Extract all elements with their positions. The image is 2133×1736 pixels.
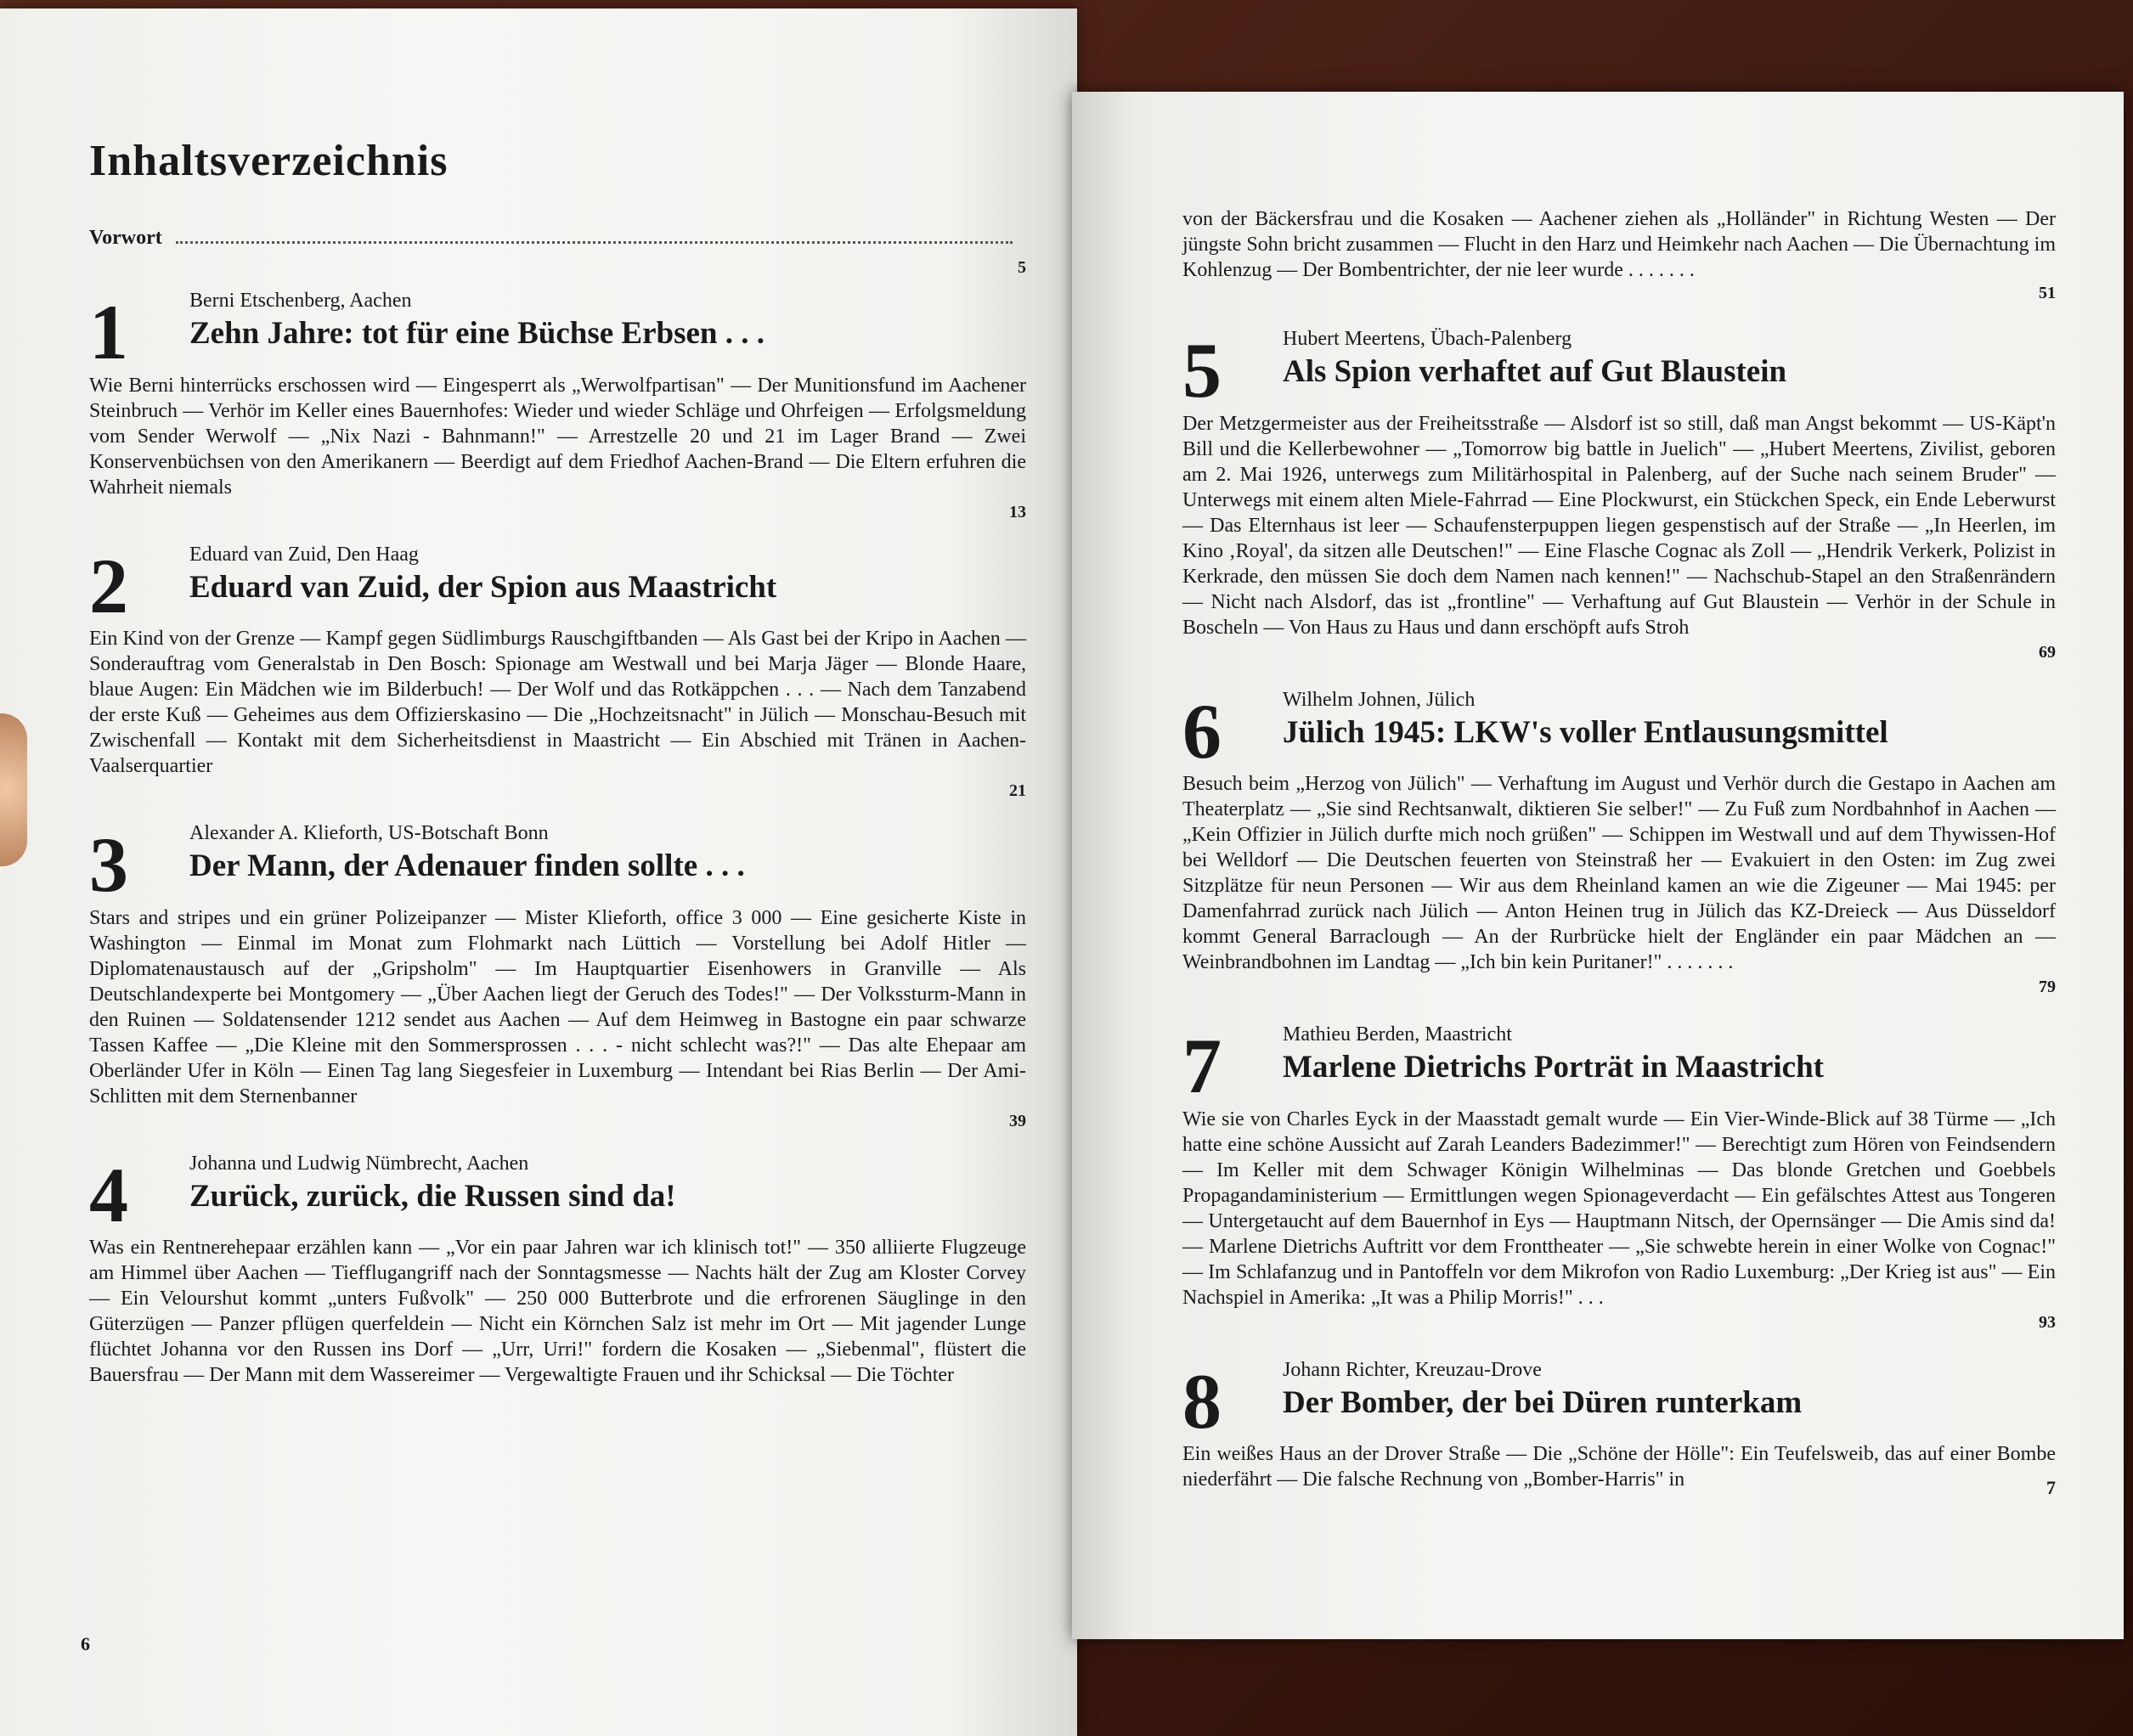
chapter-entry — [1182, 1023, 2056, 1333]
chapter-entry — [89, 544, 1026, 803]
chapter-number: 6 — [1182, 687, 1222, 775]
chapter-author: Hubert Meertens, Übach-Palenberg — [1283, 328, 1572, 350]
vorwort-page-number: 5 — [1018, 258, 1026, 277]
chapter-title: Der Bomber, der bei Düren runterkam — [1283, 1384, 1803, 1420]
chapter-author: Mathieu Berden, Maastricht — [1283, 1023, 1512, 1046]
chapter-title: Zehn Jahre: tot für eine Büchse Erbsen . . . — [189, 316, 765, 351]
chapter-page-number: 79 — [2039, 978, 2056, 997]
chapter-summary — [89, 373, 1026, 523]
chapter-entry — [89, 822, 1026, 1132]
chapter-page-number: 13 — [1009, 502, 1026, 521]
page-number-right: 7 — [2046, 1477, 2056, 1498]
left-page — [0, 8, 1077, 1736]
chapter-summary-text: Stars and stripes und ein grüner Polizeipanzer — Mister Klieforth, office 3 000 — Eine gesicherte Kiste in Washington — Einmal im Monat zum Flohmarkt nach Lüttich — Vorstellung bei Adolf Hitler — Diplomatenaustausch auf der „Gripsholm" — Im Hauptquartier Eisenhowers in Granville — Als Deutschlandexperte bei Montgomery — „Über Aachen liegt der Geruch des Todes!" — Der Volkssturm-Mann in den Ruinen — Soldatensender 1212 sendet aus Aachen — Auf dem Heimweg in Bastogne ein paar schwarze Tassen Kaffee — „Die Kleine mit den Sommersprossen . . . - nicht schlecht was?!" — Das alte Ehepaar am Oberländer Ufer in Köln — Einen Tag lang Siegesfeier in Luxemburg — Intendant bei Rias Berlin — Der Ami-Schlitten mit dem Sternenbanner — [89, 906, 1026, 1108]
chapter-author: Eduard van Zuid, Den Haag — [189, 543, 419, 566]
chapter-page-number: 39 — [1009, 1111, 1026, 1130]
chapter-summary — [1182, 771, 2056, 998]
chapter-summary: Ein weißes Haus an der Drover Straße — Die „Schöne der Hölle": Ein Teufelsweib, das auf einer Bombe niederfährt — Die falsche Rechnung von „Bomber-Harris" in — [1182, 1443, 2056, 1491]
chapter-page-number: 69 — [2039, 642, 2056, 662]
chapter-continuation — [1182, 206, 2056, 304]
chapter-author: Berni Etschenberg, Aachen — [189, 290, 412, 312]
chapter-summary — [89, 626, 1026, 802]
page-number-left: 6 — [81, 1633, 90, 1654]
chapter-entry — [89, 290, 1026, 523]
chapter-number: 2 — [89, 542, 128, 629]
chapter-number: 5 — [1182, 327, 1222, 414]
chapter-title: Zurück, zurück, die Russen sind da! — [189, 1178, 676, 1214]
chapter-summary-text: Wie Berni hinterrücks erschossen wird — Eingesperrt als „Werwolfpartisan" — Der Munitionsfund im Aachener Steinbruch — Verhör im Keller eines Bauernhofes: Wieder und wieder Schläge und Ohrfeigen — Erfolgsmeldung vom Sender Werwolf — „Nix Nazi - Bahnmann!" — Arrestzelle 20 und 21 im Lager Brand — Zwei Konservenbüchsen von den Amerikanern — Beerdigt auf dem Friedhof Aachen-Brand — Die Eltern erfuhren die Wahrheit niemals — [89, 374, 1026, 499]
chapter-author: Wilhelm Johnen, Jülich — [1283, 688, 1476, 711]
chapter-author: Johann Richter, Kreuzau-Drove — [1283, 1358, 1542, 1381]
chapter-number: 3 — [89, 821, 128, 909]
chapter-author: Johanna und Ludwig Nümbrecht, Aachen — [189, 1152, 529, 1175]
right-page — [1072, 92, 2124, 1639]
chapter-summary-text: Ein Kind von der Grenze — Kampf gegen Südlimburgs Rauschgiftbanden — Als Gast bei der Kripo in Aachen — Sonderauftrag vom Generalstab in Den Bosch: Spionage am Westwall und bei Marja Jäger — Blonde Haare, blaue Augen: Ein Mädchen wie im Bilderbuch! — Der Wolf und das Rotkäppchen . . . — Nach dem Tanzabend der erste Kuß — Geheimes aus dem Offizierskasino — Die „Hochzeitsnacht" in Jülich — Monschau-Besuch mit Zwischenfall — Kontakt mit dem Sicherheitsdienst in Maastricht — Ein Abschied mit Tränen in Aachen-Vaalserquartier — [89, 628, 1026, 778]
chapter-page-number: 21 — [1009, 781, 1026, 801]
chapter-title: Der Mann, der Adenauer finden sollte . . . — [189, 848, 745, 884]
chapter-author: Alexander A. Klieforth, US-Botschaft Bonn — [189, 822, 549, 845]
chapter-summary — [1182, 411, 2056, 663]
chapter-summary: Was ein Rentnerehepaar erzählen kann — „Vor ein paar Jahren war ich klinisch tot!" — 350 alliierte Flugzeuge am Himmel über Aachen — Tiefflugangriff nach der Sonntagsmesse — Nachts hält der Zug am Kloster Corvey — Ein Velourshut kommt „unters Fußvolk" — 250 000 Butterbrote und die erfrorenen Säuglinge in den Güterzügen — Panzer pflügen querfeldein — Nicht ein Körnchen Salz ist mehr im Ort — Mit jagender Lunge flüchtet Johanna vor den Russen ins Dorf — „Urr, Urri!" fordern die Kosaken — „Siebenmal", flüstert die Bauersfrau — Der Mann mit dem Wassereimer — Vergewaltigte Frauen und ihr Schicksal — Die Töchter — [89, 1237, 1026, 1387]
chapter-number: 7 — [1182, 1023, 1222, 1110]
vorwort-entry — [89, 227, 1026, 250]
vorwort-label: Vorwort — [89, 227, 162, 249]
continuation-text: von der Bäckersfrau und die Kosaken — Aachener ziehen als „Holländer" in Richtung Westen — Der jüngste Sohn bricht zusammen — Flucht in den Harz und Heimkehr nach Aachen — Die Übernachtung im Kohlenzug — Der Bombentrichter, der nie leer wurde . . . . . . . — [1182, 208, 2056, 281]
chapter-title: Marlene Dietrichs Porträt in Maastricht — [1283, 1050, 1825, 1085]
chapter-entry — [1182, 328, 2056, 663]
leader-dots — [176, 241, 1013, 244]
thumb — [0, 713, 27, 866]
chapter-title: Jülich 1945: LKW's voller Entlausungsmittel — [1283, 714, 1888, 750]
chapter-page-number: 51 — [2039, 284, 2056, 302]
chapter-entry — [89, 1153, 1026, 1389]
chapter-summary-text: Besuch beim „Herzog von Jülich" — Verhaftung im August und Verhör durch die Gestapo in Aachen am Theaterplatz — „Sie sind Rechtsanwalt, diktieren Sie selber!" — Zu Fuß zum Nordbahnhof in Aachen — „Kein Offizier in Jülich durfte mich noch grüßen" — Schippen im Westwall und auf dem Thywissen-Hof bei Welldorf — Die Deutschen feuerten von Steinstraß her — Evakuiert in den Osten: im Zug zwei Sitzplätze für neun Personen — Wir aus dem Rheinland kamen an wie die Zigeuner — Mai 1945: per Damenfahrrad zurück nach Jülich — Anton Heinen trug in Jülich das KZ-Dreieck — Aus Düsseldorf kommt General Barraclough — An der Rurbrücke hielt der Engländer ein paar Mädchen an — Weinbrandbohnen im Landtag — „Ich bin kein Puritaner!" . . . . . . . — [1182, 773, 2056, 974]
chapter-summary-text: Der Metzgermeister aus der Freiheitsstraße — Alsdorf ist so still, daß man Angst bekommt — US-Käpt'n Bill und die Kellerbewohner — „Tomorrow big battle in Juelich" — „Hubert Meertens, Zivilist, geboren am 2. Mai 1926, unterwegs zum Militärhospital in Palenberg, auf der Suche nach seinem Bruder" — Unterwegs mit einem alten Miele-Fahrrad — Eine Plockwurst, ein Stückchen Speck, ein Ende Leberwurst — Das Elternhaus ist leer — Schaufensterpuppen liegen gespenstisch auf der Straße — „In Heerlen, im Kino ‚Royal', da sitzen alle Deutschen!" — Eine Flasche Cognac als Zoll — „Hendrik Verkerk, Polizist in Kerkrade, den müssen Sie doch dem Namen nach kennen!" — Nachschub-Stapel an den Straßenrändern — Nicht nach Alsdorf, das ist „frontline" — Verhaftung auf Gut Blaustein — Verhör in der Schule in Boscheln — Von Haus zu Haus und dann erschöpft aufs Stroh — [1182, 412, 2056, 639]
chapter-title: Eduard van Zuid, der Spion aus Maastricht — [189, 569, 777, 605]
chapter-summary-text: Wie sie von Charles Eyck in der Maasstadt gemalt wurde — Ein Vier-Winde-Blick auf 38 Türme — „Ich hatte eine schöne Aussicht auf Zarah Leanders Badezimmer!" — Berechtigt zum Hören von Feindsendern — Im Keller mit dem Schwager Königin Wilhelminas — Das blonde Gretchen und Goebbels Propagandaministerium — Ermittlungen wegen Spionageverdacht — Ein gefälschtes Attest aus Tongeren — Untergetaucht auf dem Bauernhof in Eys — Hauptmann Nitsch, der Opernsänger — Die Amis sind da! — Marlene Dietrichs Auftritt vor dem Fronttheater — „Sie schwebte herein in einer Wolke von Cognac!" — Im Schlafanzug und in Pantoffeln vor dem Mikrofon von Radio Luxemburg: „Der Krieg ist aus" — Ein Nachspiel in Amerika: „It was a Philip Morris!" . . . — [1182, 1108, 2056, 1309]
chapter-entry — [1182, 1359, 2056, 1493]
chapter-title: Als Spion verhaftet auf Gut Blaustein — [1283, 354, 1787, 389]
chapter-number: 1 — [89, 289, 128, 375]
chapter-summary — [1182, 1107, 2056, 1333]
chapter-page-number: 93 — [2039, 1312, 2056, 1332]
chapter-number: 8 — [1182, 1357, 1222, 1445]
chapter-entry — [1182, 689, 2056, 999]
chapter-summary — [89, 905, 1026, 1132]
toc-heading: Inhaltsverzeichnis — [89, 137, 449, 185]
chapter-number: 4 — [89, 1151, 128, 1238]
